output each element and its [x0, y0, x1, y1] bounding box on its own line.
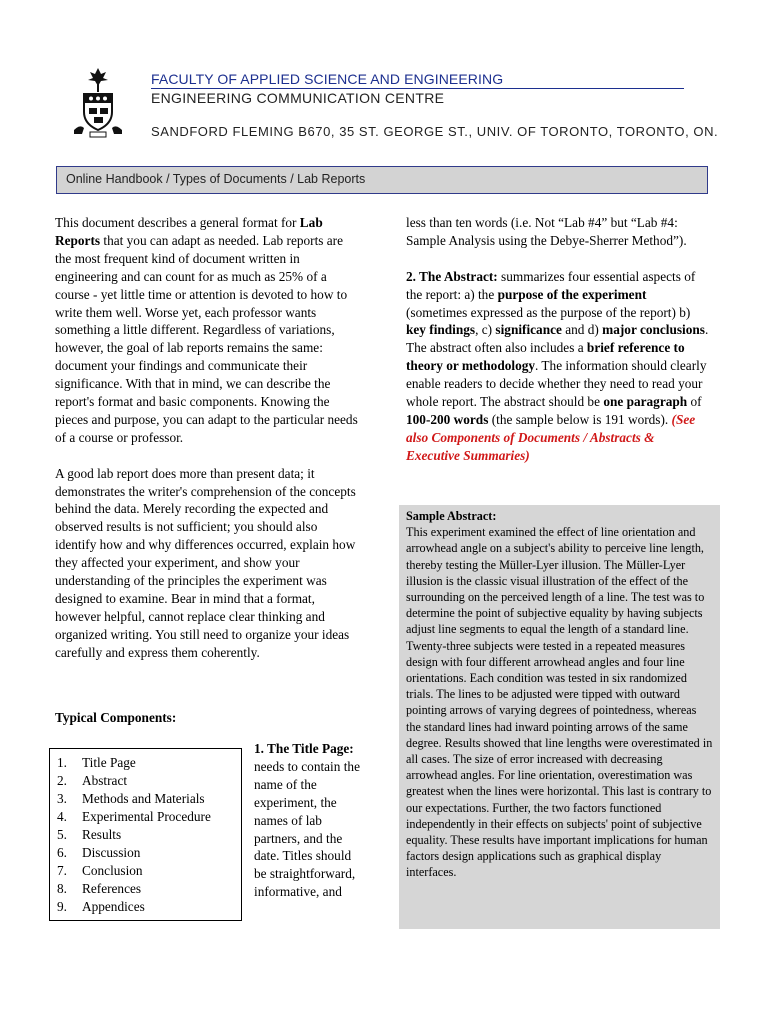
list-item: 3. Methods and Materials — [57, 791, 205, 806]
list-item: 1. Title Page — [57, 755, 136, 770]
university-crest-icon — [70, 66, 126, 140]
list-item: 6. Discussion — [57, 845, 141, 860]
see-also-link[interactable]: (See also Components of Documents / Abstracts & Executive Summaries) — [406, 411, 696, 463]
intro-text: that you can adapt as needed. Lab reports are the most frequent kind of document written in engineering and can count for as much as 25% of a course - yet little time or attention is devoted to how to write them well. Worse yet, each professor wants something a little different. Regardless of variations, however, the goal of lab reports remains the same: document your findings and communicate their significance. With that in mind, we can describe the report's format and basic components. Knowing the pieces and purpose, you can adapt to the particular needs of a course or professor. — [55, 232, 358, 445]
intro-text: This document describes a general format for — [55, 215, 300, 230]
breadcrumb: Online Handbook / Types of Documents / Lab Reports — [56, 166, 708, 194]
sample-abstract-box — [399, 505, 720, 929]
header-rule — [151, 88, 684, 89]
intro-column — [55, 214, 360, 662]
intro-paragraph-1 — [55, 214, 360, 447]
list-item: 4. Experimental Procedure — [57, 809, 211, 824]
components-heading: Typical Components: — [55, 710, 177, 725]
lab-reports-bold: Lab Reports — [55, 215, 323, 248]
abstract-heading: 2. The Abstract: — [406, 268, 498, 284]
title-continuation: less than ten words (i.e. Not “Lab #4” but “Lab #4: Sample Analysis using the Debye-Sherrer Method”). — [406, 215, 687, 248]
title-page-section — [254, 740, 364, 901]
list-item: 5. Results — [57, 827, 122, 842]
title-page-heading: 1. The Title Page: — [254, 741, 354, 756]
faculty-title: FACULTY OF APPLIED SCIENCE AND ENGINEERING — [151, 71, 504, 87]
list-item: 9. Appendices — [57, 899, 145, 914]
components-list — [57, 754, 211, 916]
title-page-text: needs to contain the name of the experiment, the names of lab partners, and the date. Titles should be straightforward, informative, and — [254, 758, 360, 900]
list-item: 2. Abstract — [57, 773, 128, 788]
sample-abstract-title: Sample Abstract: — [406, 509, 497, 523]
intro-paragraph-2: A good lab report does more than present data; it demonstrates the writer's comprehension of the concepts behind the data. Merely recording the expected and observed results is not sufficient; you should also identify how and why differences occurred, explain how they affected your experiment, and show your understanding of the principles the experiment was designed to examine. Bear in mind that a format, however helpful, cannot replace clear thinking and organized writing. You still need to organize your ideas carefully and express them coherently. — [55, 465, 356, 660]
address-line: SANDFORD FLEMING B670, 35 ST. GEORGE ST., UNIV. OF TORONTO, TORONTO, ON. — [151, 124, 719, 139]
sample-abstract-text: This experiment examined the effect of line orientation and arrowhead angle on a subject's ability to perceive line length, thereby testing the Müller-Lyer illusion. The Müller-Lyer illusion is the classic visual illustration of the effect of the surrounding on the perceived length of a line. The test was to determine the point of subjective equality by having subjects adjust line segments to equal the length of a standard line. Twenty-three subjects were tested in a repeated measures design with four different arrowhead angles and four line orientations. Each condition was tested in six randomized trials. The lines to be adjusted were tipped with outward pointing arrows of varying degrees of pointedness, whereas the standard lines had inward pointing arrows of the same degree. Results showed that line lengths were overestimated in all cases. The size of error increased with decreasing arrowhead angles. For line orientation, overestimation was greatest when the lines were horizontal. This last is contrary to our expectations. Further, the two factors functioned independently in their effects on subjects' point of subjective equality. These results have important implications for human factors design applications such as graphical display interfaces. — [406, 525, 713, 880]
list-item: 8. References — [57, 881, 142, 896]
list-item: 7. Conclusion — [57, 863, 143, 878]
abstract-paragraph: 2. The Abstract: summarizes four essential aspects of the report: a) the purpose of the experiment (sometimes expressed as the purpose of the report) b) key findings, c) significance and d) major conclusions. The abstract often also includes a brief reference to theory or methodology. The information should clearly enable readers to decide whether they need to read your whole report. The abstract should be one paragraph of 100-200 words (the sample below is 191 words). (See also Components of Documents / Abstracts & Executive Summaries) — [406, 268, 709, 463]
right-column — [406, 214, 711, 465]
centre-title: ENGINEERING COMMUNICATION CENTRE — [151, 90, 445, 106]
